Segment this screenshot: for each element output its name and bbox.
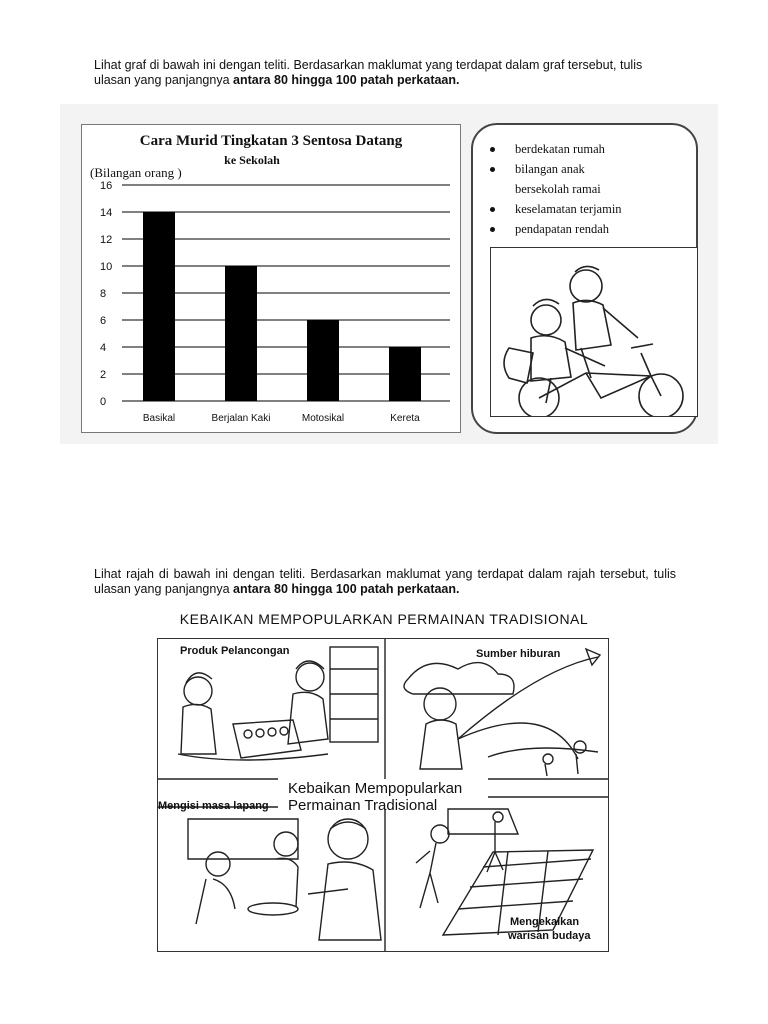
- center-label-line-2: Permainan Tradisional: [288, 797, 438, 814]
- chart-y-axis-label: (Bilangan orang ): [90, 165, 182, 180]
- bar-chart: [81, 124, 461, 433]
- bullet-icon: [490, 167, 495, 172]
- instruction-bold-2: antara 80 hingga 100 patah perkataan.: [233, 582, 460, 596]
- bar: [307, 320, 339, 401]
- x-tick-label: Berjalan Kaki: [211, 413, 271, 424]
- y-tick-label: 4: [100, 342, 107, 354]
- reason-text: pendapatan rendah: [515, 222, 610, 236]
- reason-text: berdekatan rumah: [515, 142, 605, 156]
- kids-on-bicycle-illustration: [490, 247, 698, 417]
- reason-item-continuation: [487, 179, 622, 199]
- bicycle-drawing: [491, 248, 697, 416]
- y-tick-label: 16: [100, 180, 113, 192]
- reason-item: [487, 219, 622, 239]
- x-tick-label: Kereta: [390, 413, 420, 424]
- instruction-text-1: Lihat graf di bawah ini dengan teliti. Berdasarkan maklumat yang terdapat dalam graf tersebut, tulis ulasan yang panjangnya: [94, 58, 643, 87]
- y-tick-label: 12: [100, 234, 113, 246]
- reason-text: bilangan anak: [515, 162, 585, 176]
- collage-center-label: [288, 780, 462, 814]
- panel-label-leisure: Mengisi masa lapang: [158, 800, 269, 812]
- instruction-paragraph-1: [94, 58, 676, 88]
- bar: [389, 347, 421, 401]
- instruction-paragraph-2: [94, 567, 676, 597]
- y-tick-label: 2: [100, 369, 107, 381]
- bullet-icon: [490, 207, 495, 212]
- instruction-text-2: Lihat rajah di bawah ini dengan teliti. Berdasarkan maklumat yang terdapat dalam rajah tersebut, tulis ulasan yang panjangnya: [94, 567, 676, 596]
- reasons-list: [487, 139, 622, 239]
- center-label-line-1: Kebaikan Mempopularkan: [288, 780, 463, 797]
- y-tick-label: 6: [100, 315, 107, 327]
- chart-subtitle: ke Sekolah: [224, 153, 280, 167]
- reason-item: [487, 199, 622, 219]
- bar: [143, 212, 175, 401]
- diagram-title: KEBAIKAN MEMPOPULARKAN PERMAINAN TRADISIONAL: [179, 611, 589, 627]
- panel-label-tourism: Produk Pelancongan: [180, 645, 290, 657]
- y-tick-label: 10: [100, 261, 113, 273]
- y-tick-label: 14: [100, 207, 113, 219]
- panel-label-heritage-1: Mengekalkan: [510, 916, 580, 928]
- bullet-icon: [490, 147, 495, 152]
- y-tick-label: 8: [100, 288, 107, 300]
- x-tick-label: Motosikal: [301, 413, 345, 424]
- panel-label-entertainment: Sumber hiburan: [476, 648, 561, 660]
- bar: [225, 266, 257, 401]
- panel-label-heritage-2: warisan budaya: [508, 930, 591, 942]
- reason-text: bersekolah ramai: [515, 182, 601, 196]
- x-tick-label: Basikal: [142, 413, 176, 424]
- chart-title: Cara Murid Tingkatan 3 Sentosa Datang: [139, 133, 403, 149]
- reason-item: [487, 159, 622, 179]
- instruction-bold-1: antara 80 hingga 100 patah perkataan.: [233, 73, 460, 87]
- reason-text: keselamatan terjamin: [515, 202, 622, 216]
- y-tick-label: 0: [100, 396, 107, 408]
- bullet-icon: [490, 227, 495, 232]
- reason-item: [487, 139, 622, 159]
